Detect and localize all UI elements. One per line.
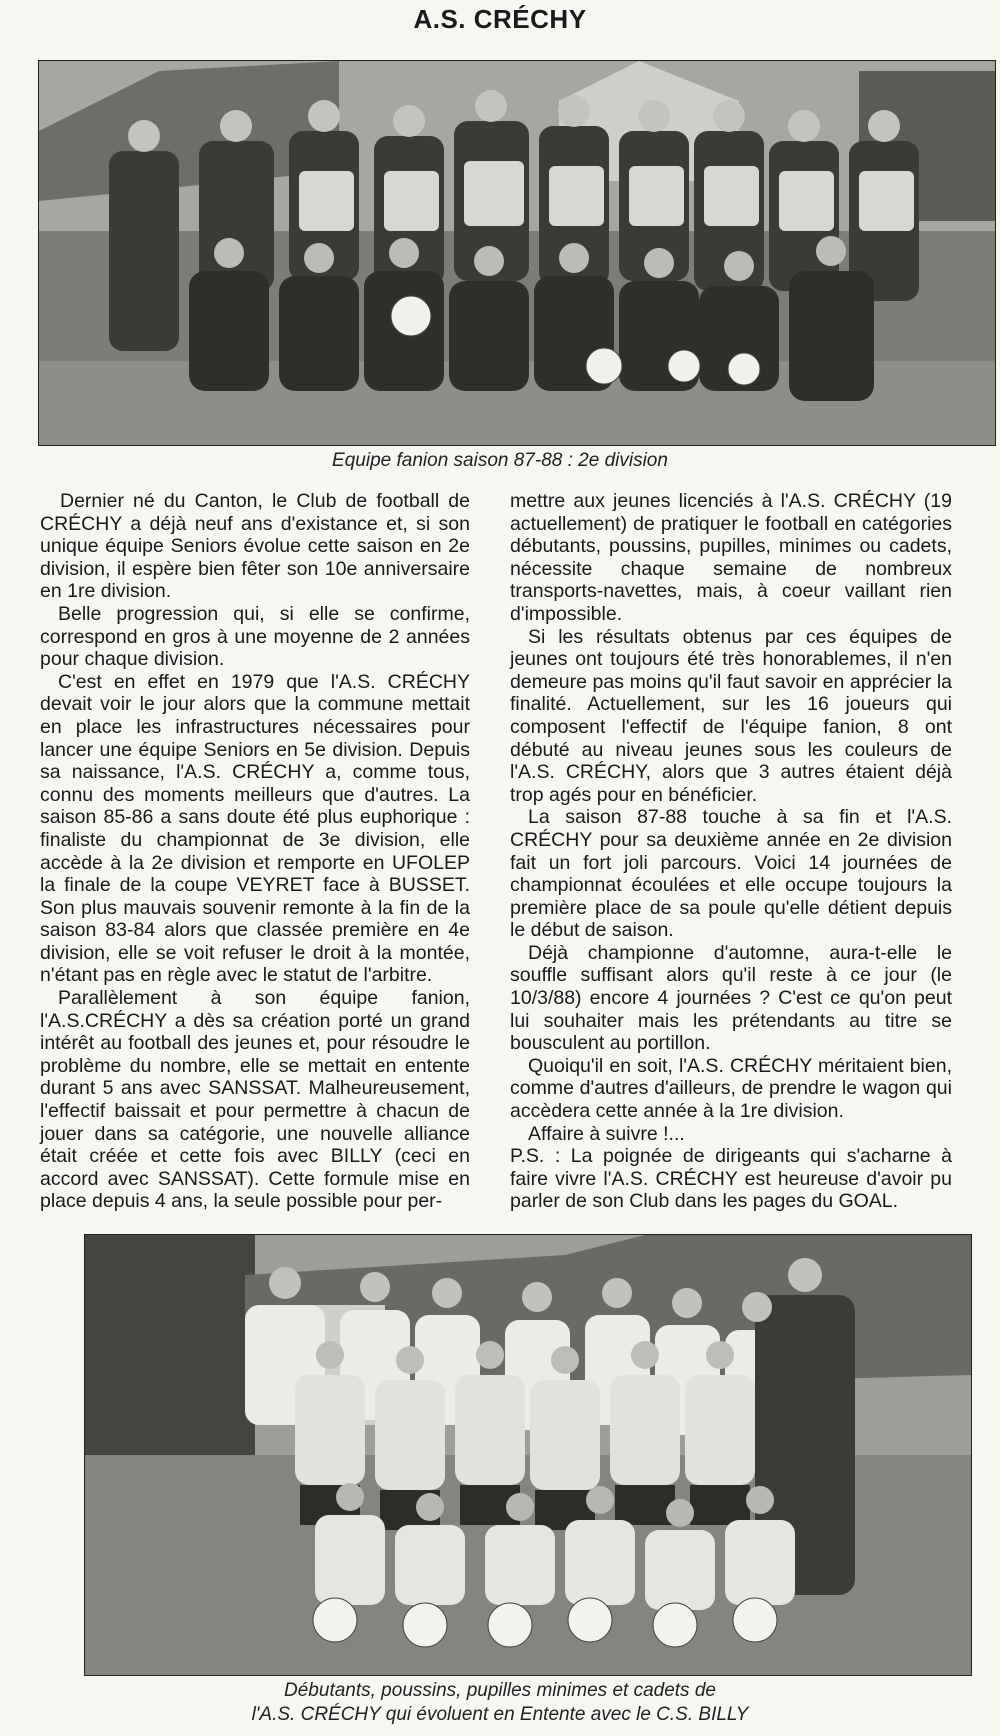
team-photo-senior-image — [39, 61, 995, 445]
caption-youth-photo-line1: Débutants, poussins, pupilles minimes et cadets de — [284, 1680, 716, 1701]
paragraph: Parallèlement à son équipe fanion, l'A.S.CRÉCHY a dès sa création porté un grand intérêt au football des jeunes et, pour résoudre le problème du nombre, elle se mettait en entente durant 5 ans avec SANSSAT. Malheureusement, l'effectif baissait et pour permettre à chacun de jouer dans sa catégorie, une nouvelle alliance était créée et cette fois avec BILLY (ceci en accord avec SANSSAT). Cette formule mise en place depuis 4 ans, la seule possible pour per- — [40, 987, 470, 1213]
paragraph: Déjà championne d'automne, aura-t-elle le souffle suffisant alors qu'il reste à ce jour (le 10/3/88) encore 4 journées ? C'est ce qu'on peut lui souhaiter mais les prétendants au titre se bousculent au portillon. — [510, 941, 952, 1055]
caption-youth-photo-line2: l'A.S. CRÉCHY qui évoluent en Entente avec le C.S. BILLY — [251, 1704, 749, 1725]
paragraph: Dernier né du Canton, le Club de football de CRÉCHY a déjà neuf ans d'existance et, si son unique équipe Seniors évolue cette saison en 2e division, il espère bien fêter son 10e anniversaire en 1re division. — [40, 490, 470, 603]
paragraph: P.S. : La poignée de dirigeants qui s'acharne à faire vivre l'A.S. CRÉCHY est heureuse d'avoir pu parler de son Club dans les pages du GOAL. — [510, 1145, 952, 1213]
article-column-left — [40, 490, 470, 1213]
paragraph: mettre aux jeunes licenciés à l'A.S. CRÉCHY (19 actuellement) de pratiquer le football en catégories débutants, poussins, pupilles, minimes ou cadets, nécessite chaque semaine de nombreux transports-navettes, mais, à coeur vaillant rien d'impossible. — [510, 490, 952, 625]
paragraph: Quoiqu'il en soit, l'A.S. CRÉCHY méritaient bien, comme d'autres d'ailleurs, de prendre le wagon qui accèdera cette année à la 1re division. — [510, 1054, 952, 1123]
caption-senior-photo: Equipe fanion saison 87-88 : 2e division — [332, 450, 668, 471]
paragraph: C'est en effet en 1979 que l'A.S. CRÉCHY devait voir le jour alors que la commune mettait en place les infrastructures nécessaires pour lancer une équipe Seniors en 5e division. Depuis sa naissance, l'A.S. CRÉCHY a, comme tous, connu des moments meilleurs que d'autres. La saison 85-86 a sans doute été plus euphorique : finaliste du championnat de 3e division, elle accède à la 2e division et remporte en UFOLEP la finale de la coupe VEYRET face à BUSSET. Son plus mauvais souvenir remonte à la fin de la saison 83-84 alors que classée première en 4e division, elle se voit refuser le droit à la montée, n'étant pas en règle avec le statut de l'arbitre. — [40, 670, 470, 987]
paragraph: Belle progression qui, si elle se confirme, correspond en gros à une moyenne de 2 années pour chaque division. — [40, 602, 470, 671]
paragraph: La saison 87-88 touche à sa fin et l'A.S. CRÉCHY pour sa deuxième année en 2e division fait un fort joli parcours. Voici 14 journées de championnat écoulées et elle occupe toujours la première place de sa poule qu'elle détient depuis le début de saison. — [510, 806, 952, 942]
paragraph: Si les résultats obtenus par ces équipes de jeunes ont toujours été très honorablemes, il n'en demeure pas moins qu'il faut savoir en apprécier la finalité. Actuellement, sur les 16 joueurs qui composent l'effectif de l'équipe fanion, 8 ont débuté au niveau jeunes sous les couleurs de l'A.S. CRÉCHY, alors que 3 autres étaient déjà trop agés pour en bénéficier. — [510, 625, 952, 806]
team-photo-youth-image — [85, 1235, 971, 1675]
article-column-right — [510, 490, 952, 1213]
team-photo-youth — [84, 1234, 972, 1676]
team-photo-senior — [38, 60, 996, 446]
article-title: A.S. CRÉCHY — [413, 4, 587, 34]
paragraph: Affaire à suivre !... — [528, 1122, 685, 1145]
